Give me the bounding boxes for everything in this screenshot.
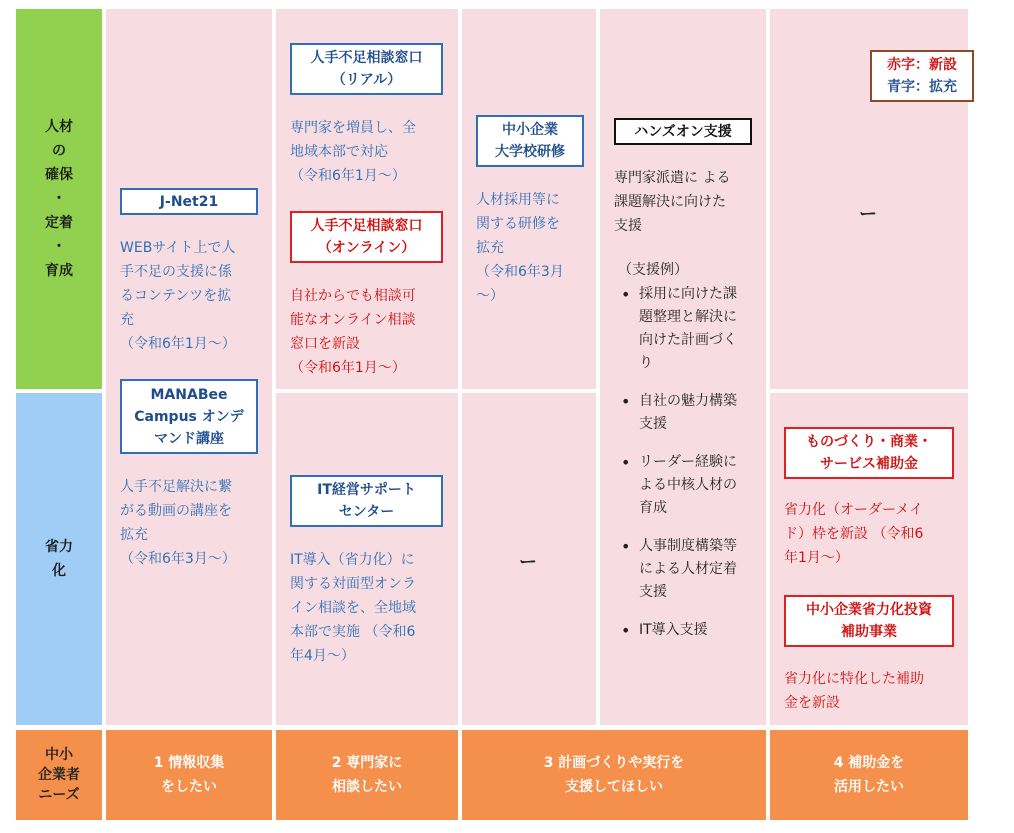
it-support-title: IT経営サポート センター xyxy=(290,475,443,527)
list-item: • IT導入支援 xyxy=(639,619,787,642)
real-consult-text: 専門家を増員し、全 地域本部で対応 （令和6年1月～） xyxy=(290,120,416,184)
need-2: 2 専門家に 相談したい xyxy=(276,730,458,820)
list-item: • 自社の魅力構築 支援 xyxy=(639,390,787,436)
list-item: • 採用に向けた課 題整理と解決に 向けた計画づく り xyxy=(639,283,787,375)
need-4: 4 補助金を 活用したい xyxy=(770,730,968,820)
real-consult-title: 人手不足相談窓口 （リアル） xyxy=(290,43,443,95)
examples-label: （支援例） xyxy=(618,262,688,278)
monozukuri-text: 省力化（オーダーメイ ド）枠を新設 （令和6 年1月～） xyxy=(784,502,924,566)
monozukuri-title: ものづくり・商業・ サービス補助金 xyxy=(784,427,954,479)
list-item: • リーダー経験に よる中核人材の 育成 xyxy=(639,451,787,520)
manabee-text: 人手不足解決に繋 がる動画の講座を 拡充 （令和6年3月～） xyxy=(120,479,236,567)
col1-cell xyxy=(106,9,272,725)
handson-title: ハンズオン支援 xyxy=(614,118,752,145)
jnet21-title: J-Net21 xyxy=(120,188,258,215)
online-consult-text: 自社からでも相談可 能なオンライン相談 窓口を新設 （令和6年1月～） xyxy=(290,288,416,376)
jnet21-text: WEBサイト上で人 手不足の支援に係 るコンテンツを拡 充 （令和6年1月～） xyxy=(120,240,236,352)
manabee-title: MANABee Campus オンデ マンド講座 xyxy=(120,379,258,454)
col5-empty-dash: ー xyxy=(859,204,877,225)
legend-blue: 青字：拡充 xyxy=(887,79,957,95)
investment-text: 省力化に特化した補助 金を新設 xyxy=(784,671,924,711)
university-text: 人材採用等に 関する研修を 拡充 （令和6年3月 ～） xyxy=(476,192,564,304)
legend-red: 赤字：新設 xyxy=(887,57,957,73)
row-label-jinzai: 人材 の 確保 ・ 定着 ・ 育成 xyxy=(16,9,102,389)
list-item: • 人事制度構築等 による人材定着 支援 xyxy=(639,535,787,604)
need-3: 3 計画づくりや実行を 支援してほしい xyxy=(462,730,766,820)
handson-text: 専門家派遣に よる 課題解決に向けた 支援 xyxy=(614,170,731,234)
need-1: 1 情報収集 をしたい xyxy=(106,730,272,820)
col3-empty-dash: ー xyxy=(519,552,537,573)
investment-title: 中小企業省力化投資 補助事業 xyxy=(784,595,954,647)
online-consult-title: 人手不足相談窓口 （オンライン） xyxy=(290,211,443,263)
university-title: 中小企業 大学校研修 xyxy=(476,115,584,167)
it-support-text: IT導入（省力化）に 関する対面型オンラ イン相談を、全地域 本部で実施 （令和6 年4月～） xyxy=(290,552,416,664)
needs-header: 中小 企業者 ニーズ xyxy=(16,730,102,820)
row-label-shoryoku: 省力 化 xyxy=(16,393,102,725)
legend-box xyxy=(870,50,974,102)
examples-list xyxy=(615,283,787,657)
